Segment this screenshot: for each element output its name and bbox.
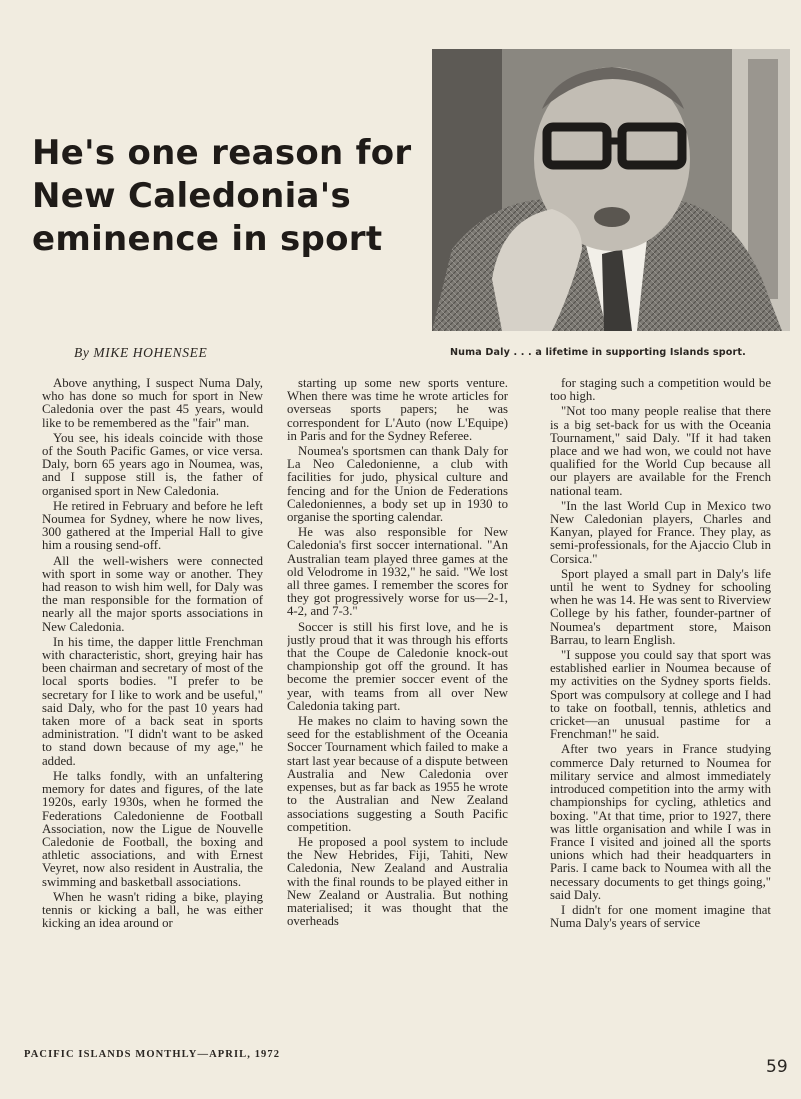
headline-line-3: eminence in sport xyxy=(32,219,383,259)
paragraph: starting up some new sports venture. When there was time he wrote articles for overseas sports papers; he was correspondent for L'Auto (now L'Equipe) in Paris and for the Sydney Referee. xyxy=(287,377,508,443)
photo-caption: Numa Daly . . . a lifetime in supporting Islands sport. xyxy=(450,347,746,358)
paragraph: "Not too many people realise that there is a big set-back for us with the Oceania Tournament," said Daly. "If it had taken place and we had won, we could not have qualified for the World Cup because all our players are available for the French national team. xyxy=(550,404,771,498)
headline-line-1: He's one reason for xyxy=(32,133,412,173)
paragraph: In his time, the dapper little Frenchman with characteristic, short, greying hair has been chairman and secretary of most of the local sports bodies. "I prefer to be secretary for I like to work and be useful," said Daly, who for the past 10 years had taken more of a back seat in sports administration. "I didn't want to be asked to stand down because of my age," he added. xyxy=(42,634,263,768)
paragraph: When he wasn't riding a bike, playing tennis or kicking a ball, he was either kicking an idea around or xyxy=(42,889,263,931)
paragraph: Soccer is still his first love, and he is justly proud that it was through his efforts that the Coupe de Caledonie knock-out championship got off the ground. It has become the premier soccer event of the year, with teams from all over New Caledonia taking part. xyxy=(287,619,508,713)
article-column-2 xyxy=(287,377,508,1037)
article-column-3 xyxy=(550,377,771,1037)
paragraph: I didn't for one moment imagine that Numa Daly's years of service xyxy=(550,902,771,931)
paragraph: Noumea's sportsmen can thank Daly for La Neo Caledonienne, a club with facilities for judo, physical culture and fencing and for the Union de Federations Caledoniennes, a body set up in 1930 to organise the sporting calendar. xyxy=(287,444,508,525)
paragraph: All the well-wishers were connected with sport in some way or another. They had reason to wish him well, for Daly was the man responsible for the formation of nearly all the major sports associations in New Caledonia. xyxy=(42,553,263,634)
paragraph: After two years in France studying commerce Daly returned to Noumea for military service and almost immediately introduced competition into the army with championships for cycling, athletics and boxing. "At that time, prior to 1927, there was little organisation and while I was in France I visited and joined all the sports unions which had their headquarters in Paris. I came back to Noumea with all the necessary documents to get things going," said Daly. xyxy=(550,742,771,902)
paragraph: "In the last World Cup in Mexico two New Caledonian players, Charles and Kanyan, played for France. They play, as semi-professionals, for the Ajaccio Club in Corsica." xyxy=(550,498,771,566)
paragraph: "I suppose you could say that sport was established earlier in Noumea because of my activities on the Sydney sports fields. Sport was compulsory at college and I had to take on football, tennis, athletics and cricket—an unusual pastime for a Frenchman!" he said. xyxy=(550,648,771,742)
publication-footer: PACIFIC ISLANDS MONTHLY—APRIL, 1972 xyxy=(24,1049,281,1060)
portrait-illustration xyxy=(432,49,790,331)
headline-line-2: New Caledonia's xyxy=(32,176,352,216)
headline xyxy=(32,132,412,261)
paragraph: for staging such a competition would be too high. xyxy=(550,377,771,404)
paragraph: He talks fondly, with an unfaltering memory for dates and figures, of the late 1920s, early 1930s, when he formed the Federations Caledonienne de Football Association, now the Ligue de Nouvelle Caledonie de Football, the boxing and athletic associations, and with Ernest Veyret, now also resident in Australia, the swimming and basketball associations. xyxy=(42,768,263,889)
paragraph: You see, his ideals coincide with those of the South Pacific Games, or vice versa. Daly, born 65 years ago in Noumea, was, and I suppose still is, the father of organised sport in New Caledonia. xyxy=(42,430,263,498)
byline: By MIKE HOHENSEE xyxy=(74,345,208,360)
paragraph: He retired in February and before he left Noumea for Sydney, where he now lives, 300 gathered at the Imperial Hall to give him a rousing send-off. xyxy=(42,498,263,553)
article-column-1 xyxy=(42,377,263,1037)
paragraph: Sport played a small part in Daly's life until he went to Sydney for schooling when he was 14. He was sent to Riverview College by his father, founder-partner of Noumea's department store, Maison Barrau, to learn English. xyxy=(550,566,771,647)
paragraph: He makes no claim to having sown the seed for the establishment of the Oceania Soccer Tournament which failed to make a start last year because of a dispute between Australia and New Caledonia over expenses, but as far back as 1955 he wrote to the Australian and New Zealand associations suggesting a South Pacific competition. xyxy=(287,714,508,834)
paragraph: Above anything, I suspect Numa Daly, who has done so much for sport in New Caledonia over the past 45 years, would like to be remembered as the "fair" man. xyxy=(42,377,263,430)
portrait-photo xyxy=(432,49,790,331)
paragraph: He was also responsible for New Caledonia's first soccer international. "An Australian team played three games at the old Velodrome in 1932," he said. "We lost all three games. I remember the scores for they got progressively worse for us—2-1, 4-2, and 7-3." xyxy=(287,525,508,619)
page-number: 59 xyxy=(766,1057,788,1077)
paragraph: He proposed a pool system to include the New Hebrides, Fiji, Tahiti, New Caledonia, New Zealand and Australia with the final rounds to be played either in New Zealand or Australia. But nothing materialised; it was thought that the overheads xyxy=(287,834,508,929)
